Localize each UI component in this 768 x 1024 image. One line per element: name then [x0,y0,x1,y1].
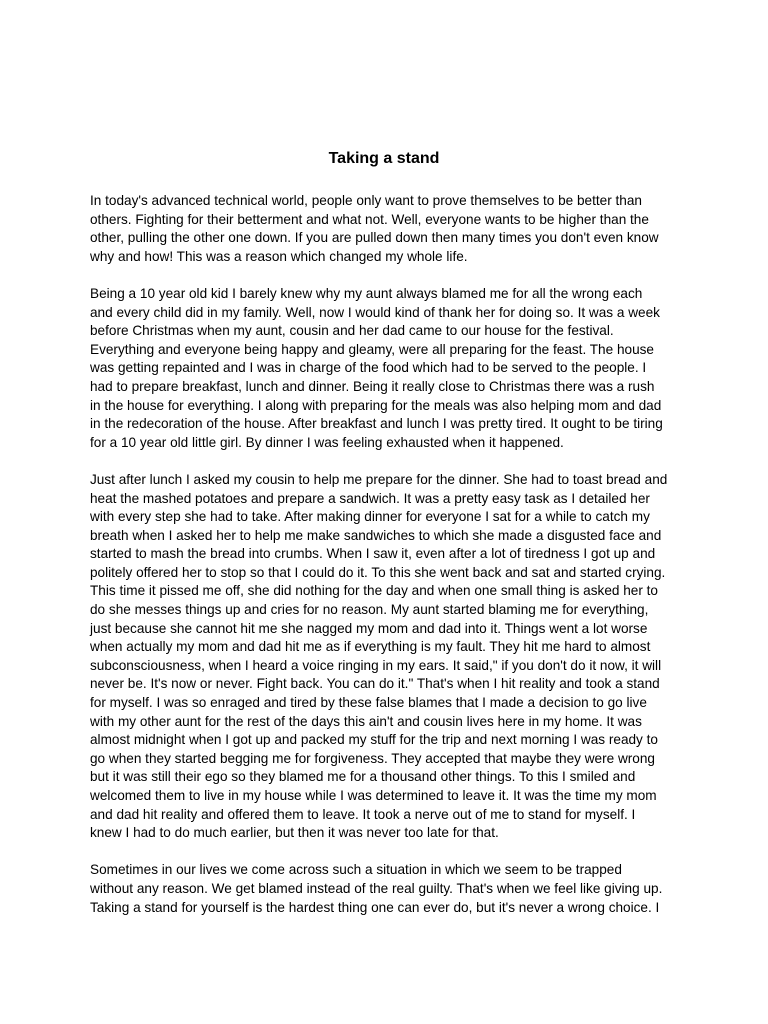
text-line: when actually my mom and dad hit me as if everything is my fault. They hit me hard to almost [90,639,651,655]
text-line: in the house for everything. I along with preparing for the meals was also helping mom and dad [90,397,662,413]
text-line: just because she cannot hit me she nagged my mom and dad into it. Things went a lot worse [90,620,648,636]
text-line: subconsciousness, when I heard a voice ringing in my ears. It said," if you don't do it now, it will [90,657,662,673]
text-line: knew I had to do much earlier, but then it was never too late for that. [90,825,499,841]
paragraph-4 [90,861,678,917]
document-title: Taking a stand [328,150,440,167]
text-line: almost midnight when I got up and packed my stuff for the trip and next morning I was ready to [90,732,658,748]
text-line: had to prepare breakfast, lunch and dinner. Being it really close to Christmas there was a rush [90,378,655,394]
text-line: In today's advanced technical world, people only want to prove themselves to be better than [90,193,642,208]
text-line: never be. It's now or never. Fight back. You can do it." That's when I hit reality and took a stand [90,676,660,692]
text-line: with my other aunt for the rest of the days this ain't and cousin lives here in my home. It was [90,713,642,729]
text-line: but it was still their ego so they blamed me for a thousand other things. To this I smiled and [90,769,636,785]
document-body [90,192,678,917]
paragraph-3 [90,471,678,843]
text-line: do she messes things up and cries for no reason. My aunt started blaming me for everything, [90,602,649,618]
paragraph-2 [90,285,678,452]
text-line: This time it pissed me off, she did nothing for the day and when one small thing is asked her to [90,583,658,599]
text-line: before Christmas when my aunt, cousin and her dad came to our house for the festival. [90,323,614,339]
text-line: go when they started begging me for forgiveness. They accepted that maybe they were wrong [90,750,655,766]
text-line: for myself. I was so enraged and tired by these false blames that I made a decision to go live [90,695,647,711]
text-line: for a 10 year old little girl. By dinner I was feeling exhausted when it happened. [90,434,564,450]
text-line: in the redecoration of the house. After breakfast and lunch I was pretty tired. It ought to be tiring [90,416,663,432]
text-line: without any reason. We get blamed instead of the real guilty. That's when we feel like giving up. [90,880,663,896]
text-line: breath when I asked her to help me make sandwiches to which she made a disgusted face and [90,527,662,543]
text-line: and every child did in my family. Well, now I would kind of thank her for doing so. It was a week [90,304,660,320]
text-line: why and how! This was a reason which changed my whole life. [90,248,468,264]
text-line: heat the mashed potatoes and prepare a sandwich. It was a pretty easy task as I detailed her [90,490,650,506]
text-line: with every step she had to take. After making dinner for everyone I sat for a while to catch my [90,509,650,525]
text-line: Sometimes in our lives we come across such a situation in which we seem to be trapped [90,862,622,878]
text-line: Being a 10 year old kid I barely knew why my aunt always blamed me for all the wrong each [90,285,643,301]
text-line: others. Fighting for their betterment and what not. Well, everyone wants to be higher than the [90,211,649,227]
text-line: Taking a stand for yourself is the hardest thing one can ever do, but it's never a wrong choice. I [90,899,660,915]
text-line: started to mash the bread into crumbs. When I saw it, even after a lot of tiredness I got up and [90,546,656,562]
text-line: politely offered her to stop so that I could do it. To this she went back and sat and started crying. [90,564,666,580]
text-line: Everything and everyone being happy and gleamy, were all preparing for the feast. The house [90,341,654,357]
text-line: was getting repainted and I was in charge of the food which had to be served to the people. I [90,360,647,376]
paragraph-1 [90,192,678,266]
text-line: other, pulling the other one down. If you are pulled down then many times you don't even know [90,230,659,246]
text-line: and dad hit reality and offered them to leave. It took a nerve out of me to stand for myself. I [90,806,636,822]
text-line: Just after lunch I asked my cousin to help me prepare for the dinner. She had to toast bread and [90,471,668,487]
text-line: welcomed them to live in my house while I was determined to leave it. It was the time my mom [90,788,657,803]
